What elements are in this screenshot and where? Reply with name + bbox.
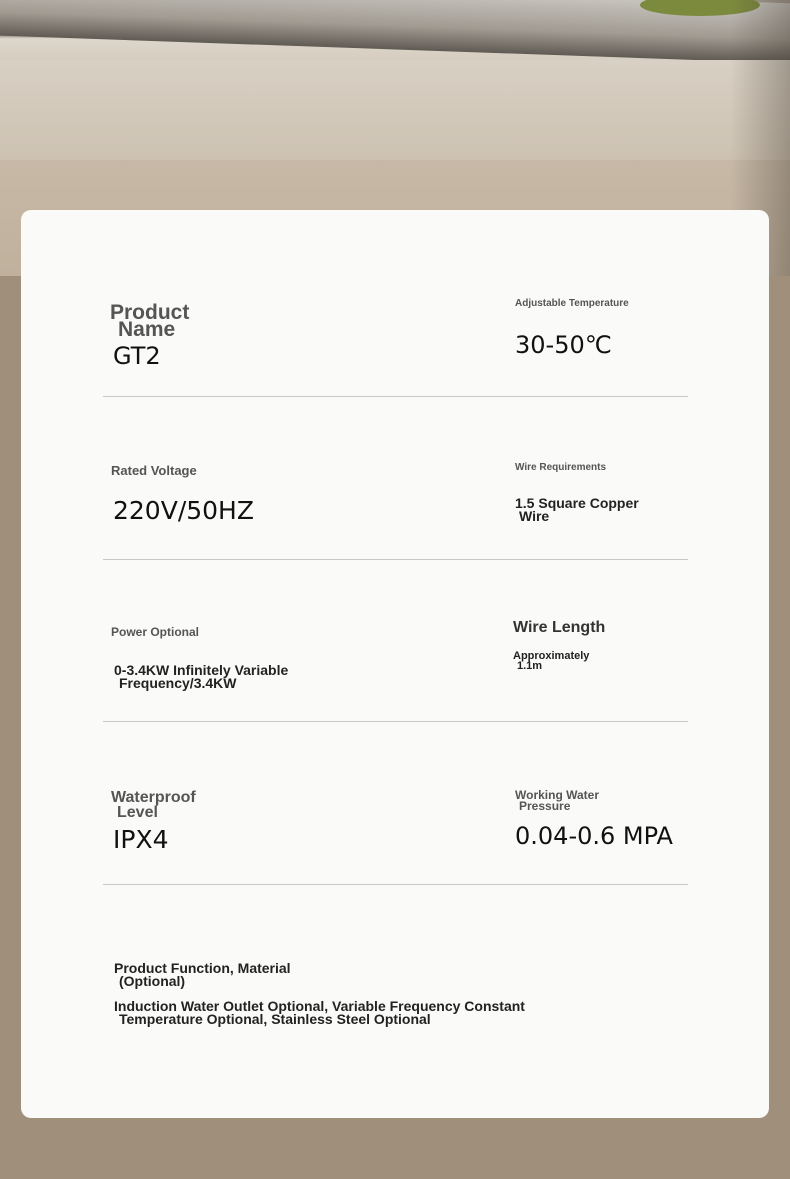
adjustable-temperature-value: 30-50℃	[515, 331, 612, 359]
power-optional-value-line1: 0-3.4KW Infinitely Variable	[114, 662, 289, 678]
spec-power-optional	[111, 625, 288, 690]
wire-requirements-value-line2: Wire	[519, 508, 550, 524]
spec-product-function	[114, 962, 525, 1026]
product-function-value	[114, 1000, 525, 1026]
spec-wire-length	[513, 620, 605, 671]
product-function-label-line1: Product Function, Material	[114, 960, 291, 976]
wire-requirements-label: Wire Requirements	[515, 462, 607, 473]
divider	[103, 884, 688, 885]
wire-length-value	[513, 651, 605, 671]
spec-waterproof-level	[111, 790, 196, 854]
divider	[103, 559, 688, 560]
product-name-label-line2: Name	[118, 318, 176, 341]
product-function-label	[114, 962, 525, 988]
working-water-pressure-label-line2: Pressure	[519, 799, 571, 813]
spec-product-name	[110, 301, 190, 370]
power-optional-value-line2: Frequency/3.4KW	[119, 675, 237, 691]
waterproof-level-label-line1: Waterproof	[111, 789, 196, 806]
product-function-value-line2: Temperature Optional, Stainless Steel Optional	[119, 1011, 431, 1027]
waterproof-level-value: IPX4	[113, 825, 169, 854]
waterproof-level-label	[111, 790, 196, 820]
wire-requirements-value	[515, 497, 639, 523]
wire-length-label: Wire Length	[513, 619, 606, 636]
divider	[103, 396, 688, 397]
product-function-label-line2: (Optional)	[119, 973, 186, 989]
working-water-pressure-label-line1: Working Water	[515, 788, 600, 802]
wire-requirements-value-line1: 1.5 Square Copper	[515, 495, 639, 511]
spec-working-water-pressure	[515, 790, 673, 850]
spec-wire-requirements	[515, 462, 639, 523]
working-water-pressure-value: 0.04-0.6 MPA	[515, 822, 673, 850]
product-name-value: GT2	[113, 342, 161, 370]
divider	[103, 721, 688, 722]
power-optional-label: Power Optional	[111, 625, 200, 639]
wire-length-value-line2: 1.1m	[517, 660, 543, 672]
spec-rated-voltage	[111, 463, 254, 525]
power-optional-value	[114, 664, 288, 690]
working-water-pressure-label	[515, 790, 673, 812]
rated-voltage-value: 220V/50HZ	[113, 496, 254, 525]
product-name-label-line1: Product	[110, 301, 190, 324]
product-function-value-line1: Induction Water Outlet Optional, Variable Frequency Constant	[114, 998, 525, 1014]
spec-adjustable-temperature	[515, 298, 629, 359]
spec-card	[21, 210, 769, 1118]
wire-length-value-line1: Approximately	[513, 650, 590, 662]
rated-voltage-label: Rated Voltage	[111, 463, 197, 478]
waterproof-level-label-line2: Level	[117, 804, 158, 821]
adjustable-temperature-label: Adjustable Temperature	[515, 298, 629, 309]
product-name-label	[110, 301, 190, 341]
cabinet-front	[0, 60, 790, 160]
